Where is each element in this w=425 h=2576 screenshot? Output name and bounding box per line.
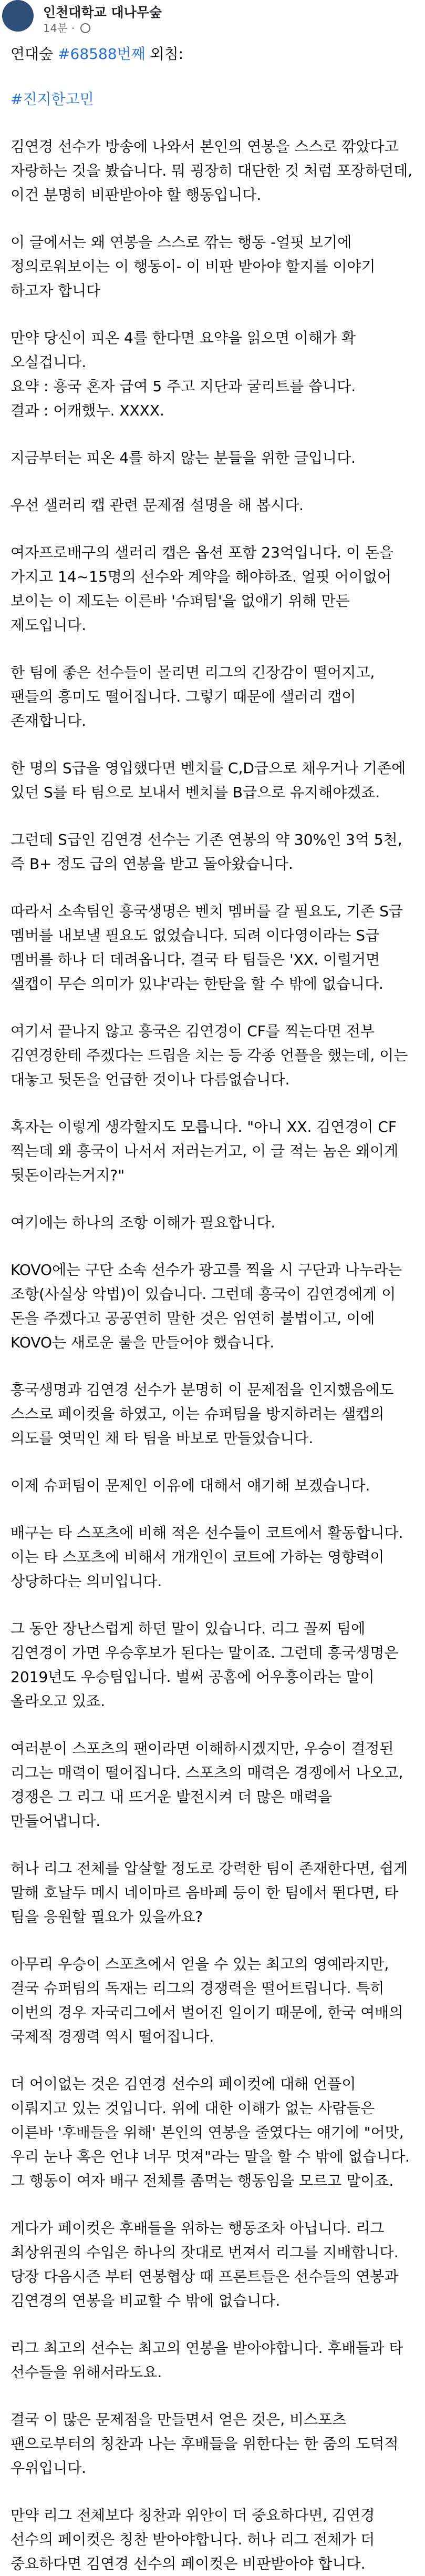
post-paragraph: 혹자는 이렇게 생각할지도 모릅니다. "아니 XX. 김연경이 CF 찍는데 왜 흥국이 나서서 저러는거고, 이 글 적는 놈은 왜이게 뒷돈이라는거지?" xyxy=(11,1118,399,1184)
post-paragraph: 허나 리그 전체를 압살할 정도로 강력한 팀이 존재한다면, 쉽게 말해 호날두 메시 네이마르 음바페 등이 한 팀에서 뛴다면, 타 팀을 응원할 필요가 있을까요? xyxy=(11,1860,408,1925)
post-paragraph: 만약 당신이 피온 4를 한다면 요약을 읽으면 이해가 확 오실겁니다. 요약 : 흥국 혼자 급여 5 주고 지단과 굴리트를 씁니다. 결과 : 어캐했누. XXXX. xyxy=(11,329,356,419)
dot-separator: · xyxy=(71,22,79,35)
post-paragraph: 이제 슈퍼팀이 문제인 이유에 대해서 얘기해 보겠습니다. xyxy=(11,1477,370,1494)
post-paragraph: 그 동안 장난스럽게 하던 말이 있습니다. 리그 꼴찌 팀에 김연경이 가면 우승후보가 된다는 말이죠. 그런데 흥국생명은 2019년도 우승팀입니다. 벌써 공홈에 어우흥이라는 말이 올라오고 있죠. xyxy=(11,1620,399,1710)
intro-prefix: 연대숲 xyxy=(11,45,58,63)
post-paragraph: 따라서 소속팀인 흥국생명은 벤치 멤버를 갈 필요도, 기존 S급 멤버를 내보낼 필요도 없었습니다. 되려 이다영이라는 S급 멤버를 하나 더 데려옵니다. 결국 타 팀들은 'XX. 이럴거면 샐캡이 무슨 의미가 있냐'라는 한탄을 할 수 밖에 없습니다. xyxy=(11,902,403,992)
post-meta xyxy=(43,20,90,36)
post-paragraph: 배구는 타 스포츠에 비해 적은 선수들이 코트에서 활동합니다. 이는 타 스포츠에 비해서 개개인이 코트에 가하는 영향력이 상당하다는 의미입니다. xyxy=(11,1524,403,1590)
post-body xyxy=(0,42,425,2576)
intro-suffix: 외침: xyxy=(145,45,184,63)
page-name[interactable]: 인천대학교 대나무숲 xyxy=(43,5,162,20)
post-paragraph: 김연경 선수가 방송에 나와서 본인의 연봉을 스스로 깎았다고 자랑하는 것을 봤습니다. 뭐 굉장히 대단한 것 처럼 포장하던데, 이건 분명히 비판받아야 할 행동입니다. xyxy=(11,138,413,204)
post-paragraph: 여자프로배구의 샐러리 캡은 옵션 포함 23억입니다. 이 돈을 가지고 14~15명의 선수와 계약을 해야하죠. 얼핏 어이없어 보이는 이 제도는 이른바 '슈퍼팀'을 없애기 위해 만든 제도입니다. xyxy=(11,544,393,634)
post-paragraph: 여기에는 하나의 조항 이해가 필요합니다. xyxy=(11,1214,276,1231)
post-paragraph: 그런데 S급인 김연경 선수는 기존 연봉의 약 30%인 3억 5천, 즉 B+ 정도 급의 연봉을 받고 돌아왔습니다. xyxy=(11,831,402,873)
post-paragraph: 만약 리그 전체보다 칭찬과 위안이 더 중요하다면, 김연경 선수의 페이컷은 칭찬 받아야합니다. 허나 리그 전체가 더 중요하다면 김연경 선수의 페이컷은 비판받아야 합니다. xyxy=(11,2507,375,2572)
post-paragraph: 지금부터는 피온 4를 하지 않는 분들을 위한 글입니다. xyxy=(11,449,356,466)
post-paragraph: 여기서 끝나지 않고 흥국은 김연경이 CF를 찍는다면 전부 김연경한테 주겠다는 드립을 치는 등 각종 언플을 했는데, 이는 대놓고 뒷돈을 언급한 것이나 다름없습니다. xyxy=(11,1022,408,1088)
hashtag-paragraph xyxy=(11,87,413,111)
post-paragraph: 리그 최고의 선수는 최고의 연봉을 받아야합니다. 후배들과 타 선수들을 위해서라도요. xyxy=(11,2339,403,2381)
post-paragraph: 한 팀에 좋은 선수들이 몰리면 리그의 긴장감이 떨어지고, 팬들의 흥미도 떨어집니다. 그렇기 때문에 샐러리 캡이 존재합니다. xyxy=(11,664,375,729)
globe-icon xyxy=(80,23,90,33)
post-paragraph: 여러분이 스포츠의 팬이라면 이해하시겠지만, 우승이 결정된 리그는 매력이 떨어집니다. 스포츠의 매력은 경쟁에서 나오고, 경쟁은 그 리그 내 뜨거운 발전시켜 더 많은 매력을 만들어냅니다. xyxy=(11,1740,403,1830)
post-paragraph: KOVO에는 구단 소속 선수가 광고를 찍을 시 구단과 나누라는 조항(사실상 악법)이 있습니다. 그런데 흥국이 김연경에게 이 돈을 주겠다고 공공연히 말한 것은 엄연히 불법이고, 이에 KOVO는 새로운 룰을 만들어야 했습니다. xyxy=(11,1261,402,1351)
post-paragraph: 결국 이 많은 문제점을 만들면서 얻은 것은, 비스포츠 팬으로부터의 칭찬과 나는 후배들을 위한다는 한 줌의 도덕적 우위입니다. xyxy=(11,2411,399,2477)
post-paragraphs xyxy=(11,135,413,2576)
post-paragraph: 우선 샐러리 캡 관련 문제점 설명을 해 봅시다. xyxy=(11,496,304,514)
post-paragraph: 한 명의 S급을 영입했다면 벤치를 C,D급으로 채우거나 기존에 있던 S를 타 팀으로 보내서 벤치를 B급으로 유지해야겠죠. xyxy=(11,759,406,801)
post-paragraph: 이 글에서는 왜 연봉을 스스로 깎는 행동 -얼핏 보기에 정의로워보이는 이 행동이- 이 비판 받아야 할지를 이야기 하고자 합니다 xyxy=(11,234,376,299)
page-avatar[interactable] xyxy=(2,0,34,32)
hashtag-link[interactable]: #진지한고민 xyxy=(11,90,94,108)
post-paragraph: 더 어이없는 것은 김연경 선수의 페이컷에 대해 언플이 이뤄지고 있는 것입니다. 위에 대한 이해가 없는 사람들은 이른바 '후배들을 위해' 본인의 연봉을 줄였다는 얘기에 "어맛, 우리 눈나 혹은 언냐 너무 멋져"라는 말을 할 수 밖에 없습니다. 그 행동이 여자 배구 전체를 좀먹는 행동임을 모르고 말이죠. xyxy=(11,2075,410,2189)
post-time[interactable]: 14분 xyxy=(43,22,68,35)
post-header xyxy=(0,0,425,42)
post-paragraph: 아무리 우승이 스포츠에서 얻을 수 있는 최고의 영예라지만, 결국 슈퍼팀의 독재는 리그의 경쟁력을 떨어트립니다. 특히 이번의 경우 자국리그에서 벌어진 일이기 때문에, 한국 여배의 국제적 경쟁력 역시 떨어집니다. xyxy=(11,1955,403,2045)
post-paragraph: 게다가 페이컷은 후배들을 위하는 행동조차 아닙니다. 리그 최상위권의 수입은 하나의 잣대로 번져서 리그를 지배합니다. 당장 다음시즌 부터 연봉협상 때 프론트들은 선수들의 연봉과 김연경의 연봉을 비교할 수 밖에 없습니다. xyxy=(11,2219,399,2309)
post-number-link[interactable]: #68588번째 xyxy=(58,45,146,63)
post-paragraph: 흥국생명과 김연경 선수가 분명히 이 문제점을 인지했음에도 스스로 페이컷을 하였고, 이는 슈퍼팀을 방지하려는 샐캡의 의도를 엿먹인 채 타 팀을 바보로 만들었습니다. xyxy=(11,1381,394,1447)
post-intro xyxy=(11,42,413,66)
